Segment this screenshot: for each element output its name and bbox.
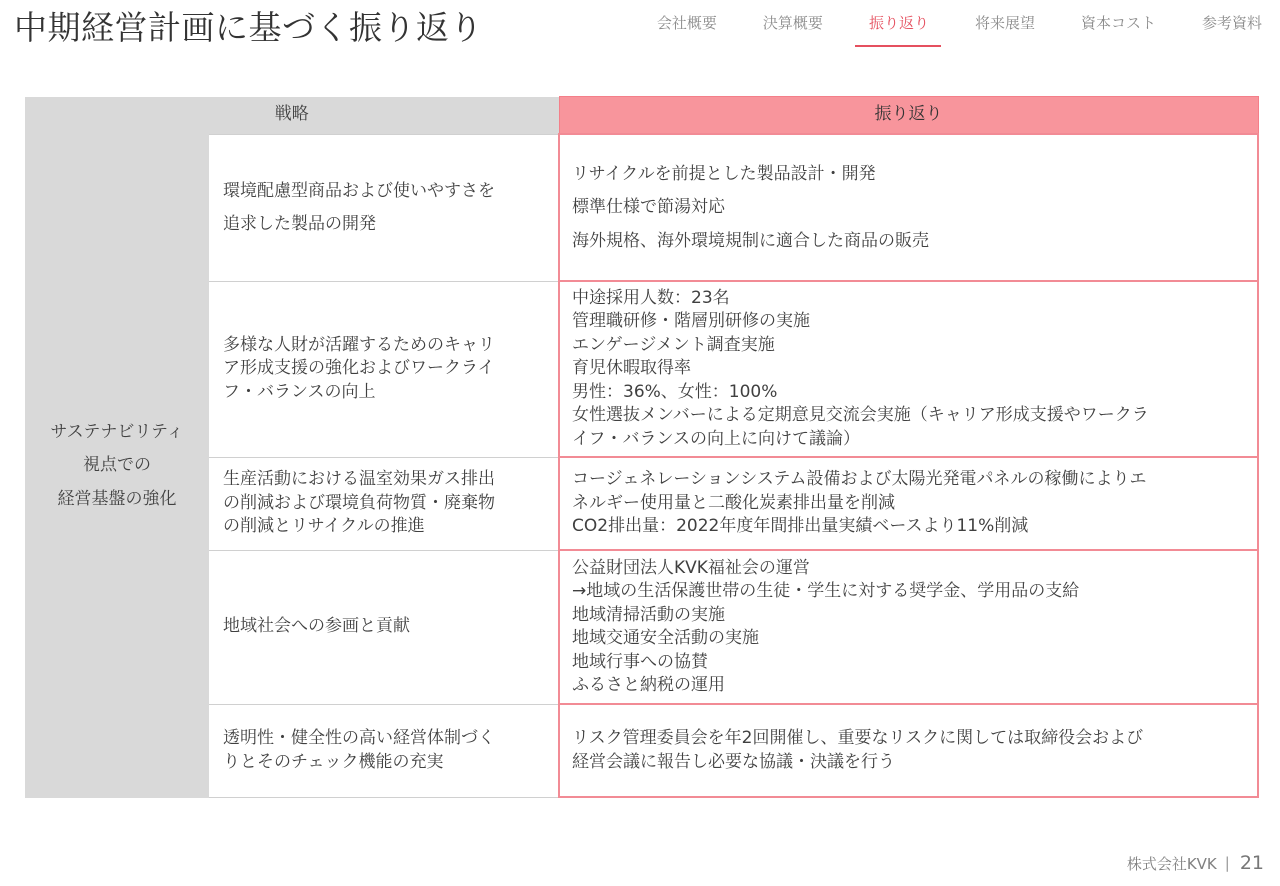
footer-divider: | — [1224, 854, 1230, 872]
review-line: コージェネレーションシステム設備および太陽光発電パネルの稼働によりエ — [572, 469, 1147, 490]
review-line: リサイクルを前提とした製品設計・開発 — [572, 163, 876, 184]
strategy-line: 生産活動における温室効果ガス排出 — [223, 469, 495, 490]
review-line: イフ・バランスの向上に向けて議論） — [572, 428, 860, 449]
review-cell — [559, 281, 1258, 457]
page-title: 中期経営計画に基づく振り返り — [14, 8, 483, 47]
review-cell — [559, 704, 1258, 797]
tab-review[interactable]: 振り返り — [869, 12, 929, 43]
header-strategy: 戦略 — [25, 97, 559, 135]
strategy-cell — [209, 134, 559, 281]
strategy-cell — [209, 704, 559, 797]
strategy-line: 環境配慮型商品および使いやすさを — [223, 180, 495, 201]
review-cell — [559, 550, 1258, 704]
review-cell — [559, 457, 1258, 550]
review-line: 標準仕様で節湯対応 — [572, 197, 725, 218]
review-line: CO2排出量：2022年度年間排出量実績ベースより11%削減 — [572, 516, 1029, 537]
review-cell — [559, 134, 1258, 281]
review-line: 海外規格、海外環境規制に適合した商品の販売 — [572, 230, 929, 251]
tab-cost-of-capital[interactable]: 資本コスト — [1080, 14, 1156, 32]
review-line: リスク管理委員会を年2回開催し、重要なリスクに関しては取締役会および — [572, 728, 1144, 748]
category-line: 経営基盤の強化 — [57, 488, 177, 509]
strategy-line: の削減とリサイクルの推進 — [223, 516, 425, 537]
tab-reference[interactable]: 参考資料 — [1201, 14, 1262, 32]
section-nav — [611, 12, 1262, 43]
page-number: 21 — [1239, 852, 1264, 874]
review-line: 育児休暇取得率 — [572, 358, 691, 379]
tab-company-overview[interactable]: 会社概要 — [656, 14, 717, 32]
strategy-line: 地域社会への参画と貢献 — [223, 616, 410, 637]
review-line: 公益財団法人KVK福祉会の運営 — [572, 557, 810, 578]
strategy-cell — [209, 550, 559, 704]
strategy-line: フ・バランスの向上 — [223, 381, 376, 402]
review-line: 中途採用人数：23名 — [572, 287, 730, 308]
strategy-cell — [209, 457, 559, 550]
company-name: 株式会社KVK — [1126, 854, 1217, 873]
header-review: 振り返り — [559, 97, 1258, 135]
review-line: 女性選抜メンバーによる定期意見交流会実施（キャリア形成支援やワークラ — [572, 405, 1149, 426]
review-line: 地域清掃活動の実施 — [572, 604, 725, 625]
review-line: ふるさと納税の運用 — [572, 675, 725, 695]
review-line: 管理職研修・階層別研修の実施 — [572, 311, 810, 332]
category-line: サステナビリティ — [50, 421, 184, 442]
category-cell — [25, 134, 209, 797]
category-line: 視点での — [83, 455, 151, 475]
strategy-cell — [209, 281, 559, 457]
review-line: 地域交通安全活動の実施 — [572, 628, 759, 648]
review-line: エンゲージメント調査実施 — [572, 334, 775, 355]
review-line: 経営会議に報告し必要な協議・決議を行う — [572, 751, 895, 772]
strategy-line: 多様な人財が活躍するためのキャリ — [223, 334, 495, 355]
review-line: ネルギー使用量と二酸化炭素排出量を削減 — [572, 492, 895, 513]
review-table — [25, 96, 1259, 798]
strategy-line: りとそのチェック機能の充実 — [223, 751, 444, 772]
review-line: →地域の生活保護世帯の生徒・学生に対する奨学金、学用品の支給 — [572, 581, 1080, 601]
tab-financial-summary[interactable]: 決算概要 — [762, 14, 823, 32]
tab-future-outlook[interactable]: 将来展望 — [974, 14, 1035, 32]
review-line: 地域行事への協賛 — [572, 651, 708, 672]
strategy-line: 追求した製品の開発 — [223, 214, 376, 234]
review-line: 男性：36%、女性：100% — [572, 381, 778, 402]
strategy-line: の削減および環境負荷物質・廃棄物 — [223, 492, 495, 513]
strategy-line: ア形成支援の強化およびワークライ — [223, 358, 495, 379]
footer — [1127, 852, 1264, 874]
strategy-line: 透明性・健全性の高い経営体制づく — [223, 728, 495, 748]
